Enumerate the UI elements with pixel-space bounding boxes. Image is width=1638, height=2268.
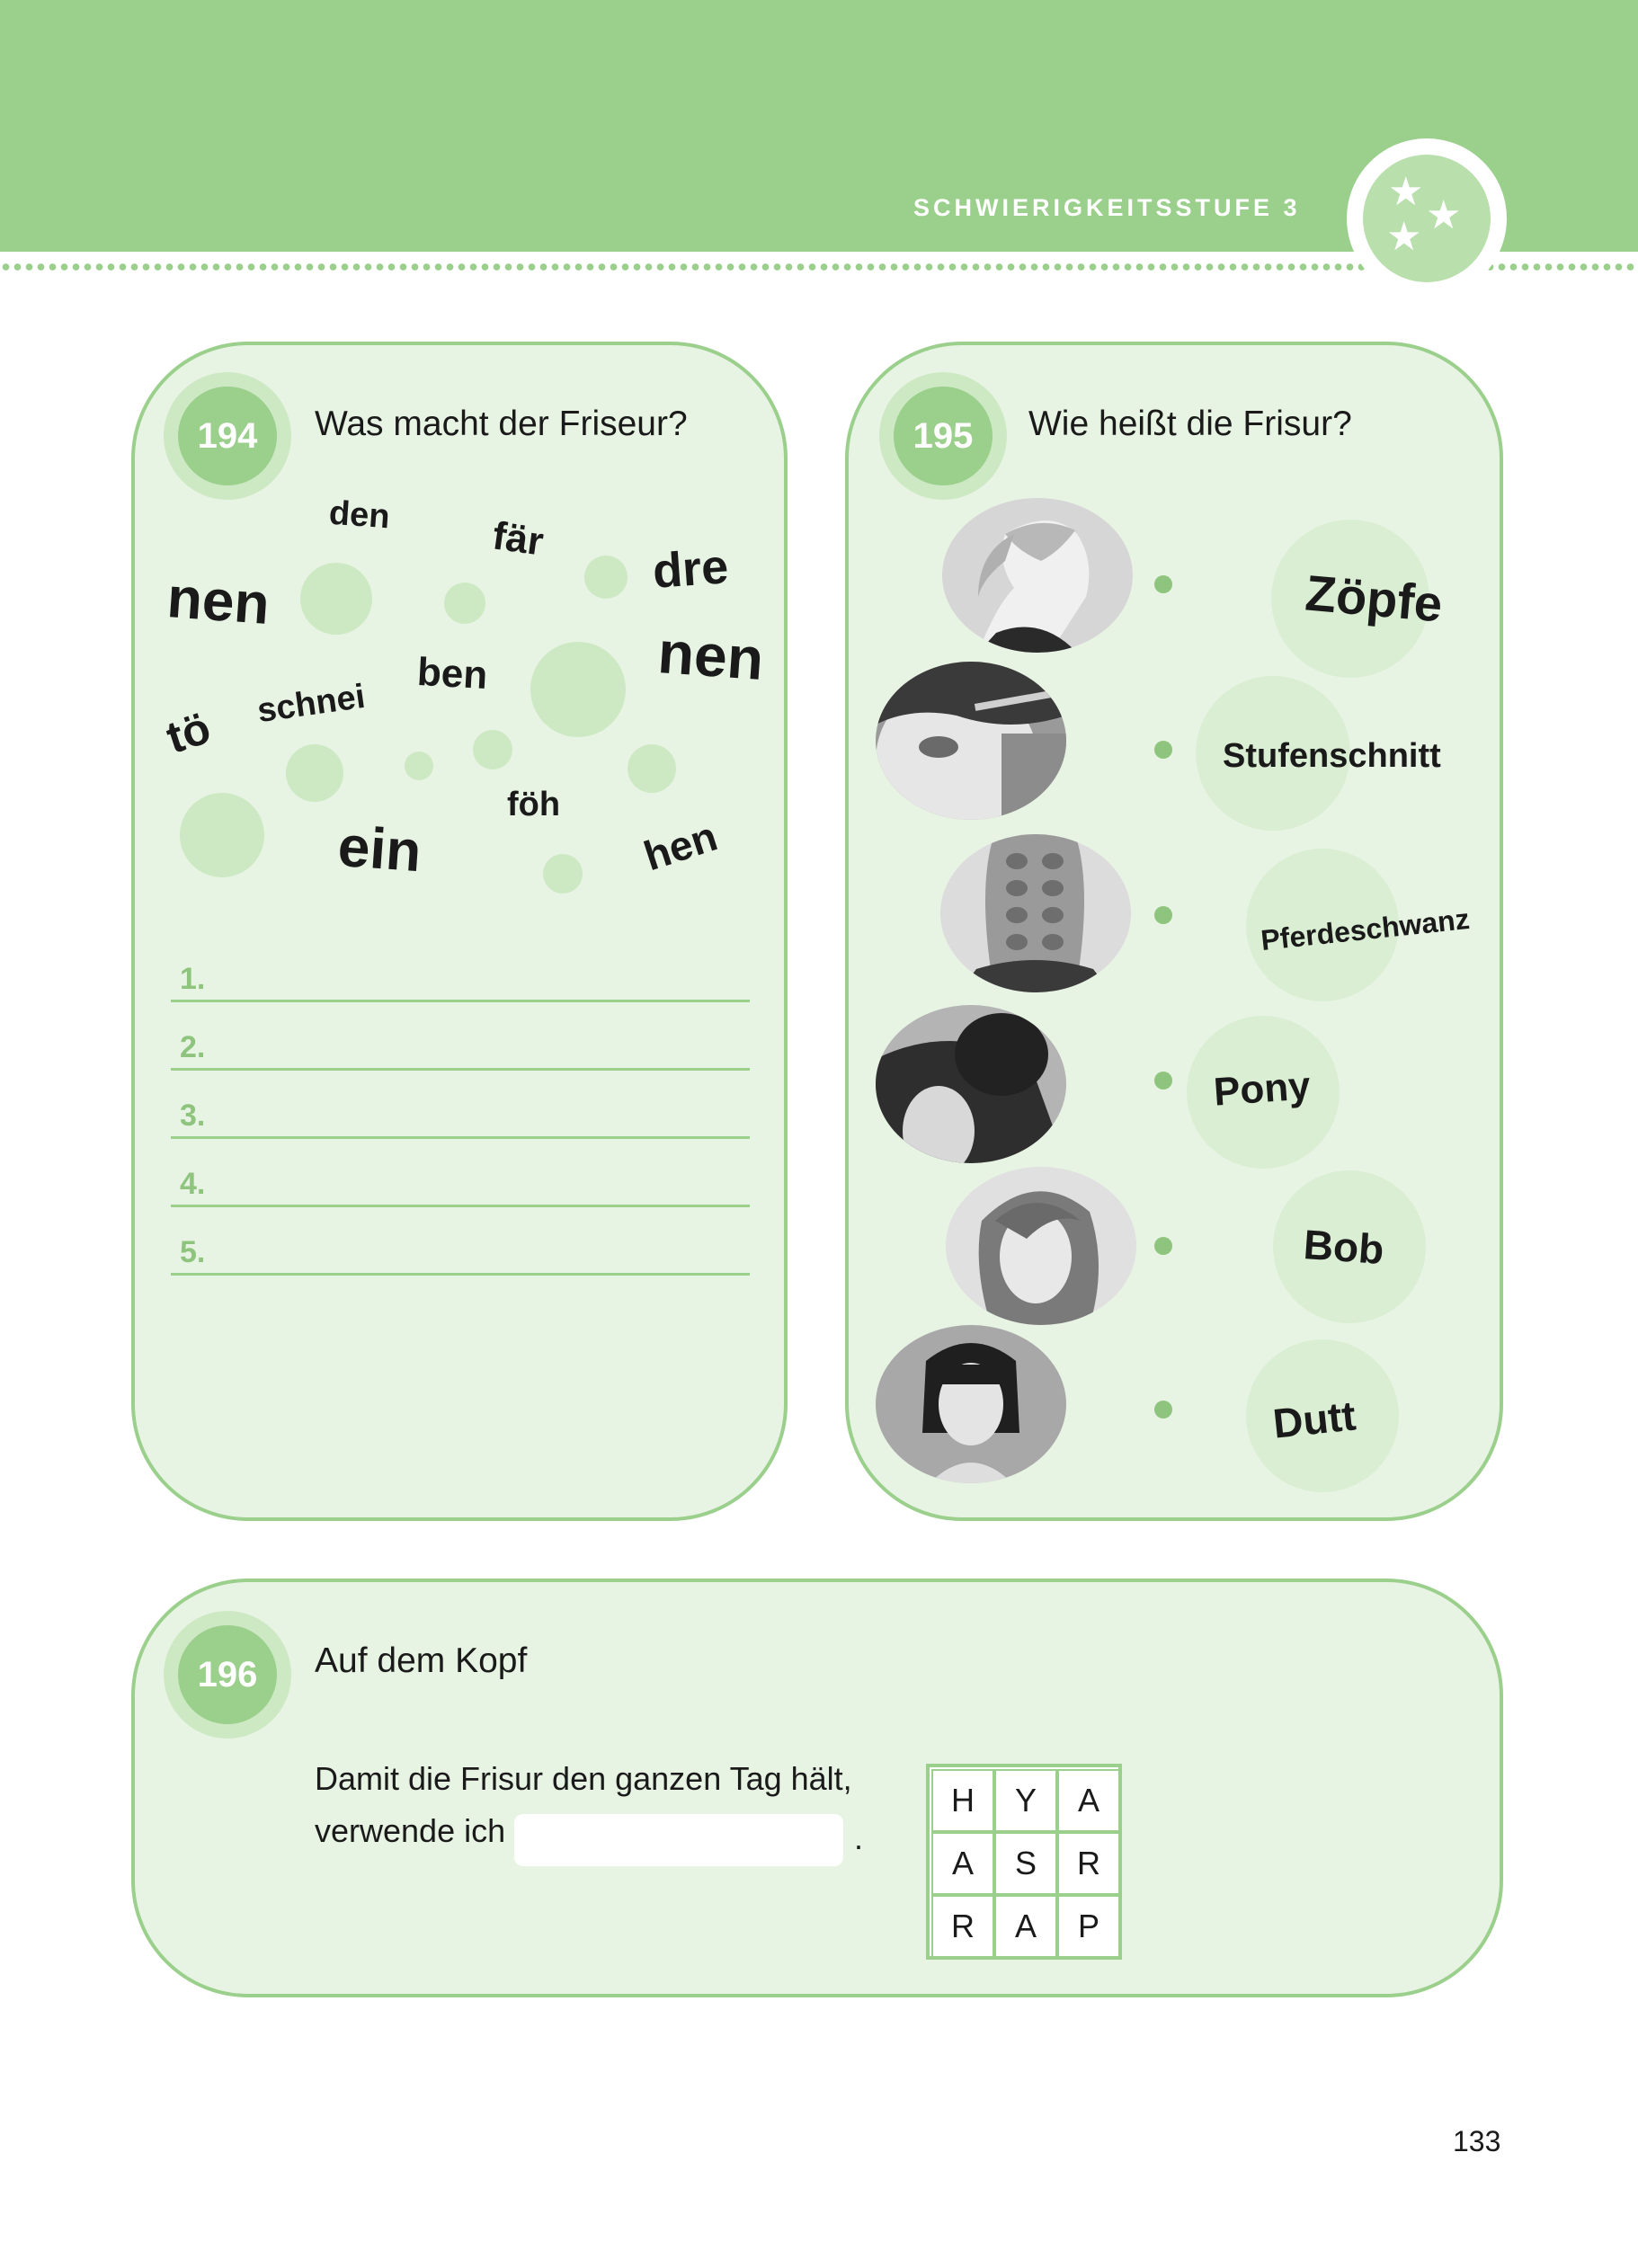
sentence-line-2: verwende ich	[315, 1812, 506, 1849]
answer-line-number: 1.	[180, 962, 206, 996]
exercise-195-number: 195	[894, 387, 993, 485]
match-dot[interactable]	[1154, 1401, 1172, 1419]
bun-photo	[876, 1005, 1066, 1163]
exercise-195-number-badge	[879, 372, 1007, 500]
star-icon: ★	[1426, 192, 1462, 238]
sentence-period: .	[854, 1819, 864, 1856]
star-icon: ★	[1386, 214, 1422, 260]
syllable-word: tö	[160, 702, 217, 763]
decor-bubble	[180, 793, 264, 877]
page-number: 133	[1453, 2125, 1501, 2157]
exercise-194-number: 194	[178, 387, 277, 485]
answer-blank[interactable]	[514, 1814, 843, 1866]
answer-line[interactable]	[171, 1000, 750, 1002]
exercise-196-number: 196	[178, 1625, 277, 1724]
letter-cell[interactable]: Y	[994, 1769, 1057, 1832]
letter-cell[interactable]: A	[994, 1895, 1057, 1958]
syllable-word: ben	[415, 649, 489, 698]
decor-bubble	[584, 556, 628, 599]
syllable-word: fär	[489, 513, 547, 565]
syllable-word: den	[327, 494, 391, 537]
exercise-196-number-badge	[164, 1611, 291, 1739]
answer-line[interactable]	[171, 1068, 750, 1071]
decor-bubble	[444, 583, 485, 624]
answer-line[interactable]	[171, 1273, 750, 1276]
syllable-word: dre	[651, 539, 731, 599]
difficulty-badge	[1347, 138, 1507, 298]
layered-cut-photo	[946, 1167, 1136, 1325]
ponytail-photo	[942, 498, 1133, 653]
hairstyle-name[interactable]: Dutt	[1270, 1392, 1358, 1447]
match-dot[interactable]	[1154, 741, 1172, 759]
hairstyle-name[interactable]: Zöpfe	[1303, 564, 1445, 633]
answer-line-number: 5.	[180, 1235, 206, 1269]
answer-line-number: 4.	[180, 1167, 206, 1201]
exercise-194-number-badge	[164, 372, 291, 500]
answer-line-number: 3.	[180, 1098, 206, 1133]
letter-cell[interactable]: R	[931, 1895, 994, 1958]
match-dot[interactable]	[1154, 1072, 1172, 1090]
answer-line[interactable]	[171, 1136, 750, 1139]
syllable-word: nen	[655, 618, 766, 693]
decor-bubble	[405, 752, 433, 780]
decor-bubble	[530, 642, 626, 737]
syllable-word: hen	[637, 812, 723, 880]
exercise-194-card	[131, 342, 788, 1521]
match-dot[interactable]	[1154, 575, 1172, 593]
exercise-194-title: Was macht der Friseur?	[315, 405, 688, 443]
braids-photo	[940, 834, 1131, 992]
difficulty-badge-inner	[1363, 155, 1491, 282]
hairstyle-name[interactable]: Pferdeschwanz	[1259, 902, 1472, 957]
exercise-195-title: Wie heißt die Frisur?	[1028, 405, 1352, 443]
letter-cell[interactable]: A	[931, 1832, 994, 1895]
hairstyle-name[interactable]: Pony	[1212, 1063, 1313, 1115]
letter-grid	[926, 1764, 1122, 1960]
syllable-word: nen	[165, 565, 272, 636]
syllable-word: schnei	[254, 677, 368, 731]
syllable-word: ein	[335, 813, 423, 885]
decor-bubble	[628, 744, 676, 793]
sentence-line-1: Damit die Frisur den ganzen Tag hält,	[315, 1760, 852, 1797]
letter-cell[interactable]: H	[931, 1769, 994, 1832]
letter-cell[interactable]: A	[1057, 1769, 1120, 1832]
match-dot[interactable]	[1154, 906, 1172, 924]
letter-cell[interactable]: R	[1057, 1832, 1120, 1895]
match-dot[interactable]	[1154, 1237, 1172, 1255]
decor-bubble	[543, 854, 583, 894]
hairstyle-name[interactable]: Stufenschnitt	[1223, 737, 1441, 775]
bangs-cut-photo	[876, 662, 1066, 820]
letter-cell[interactable]: S	[994, 1832, 1057, 1895]
hairstyle-name[interactable]: Bob	[1302, 1220, 1386, 1274]
exercise-196-title: Auf dem Kopf	[315, 1641, 528, 1680]
decor-bubble	[473, 730, 512, 769]
decor-bubble	[286, 744, 343, 802]
star-icon: ★	[1388, 169, 1424, 215]
letter-cell[interactable]: P	[1057, 1895, 1120, 1958]
difficulty-level-label: SCHWIERIGKEITSSTUFE 3	[913, 194, 1301, 221]
bob-photo	[876, 1325, 1066, 1483]
syllable-word: föh	[507, 786, 561, 823]
answer-line-number: 2.	[180, 1030, 206, 1064]
decor-bubble	[300, 563, 372, 635]
answer-line[interactable]	[171, 1205, 750, 1207]
